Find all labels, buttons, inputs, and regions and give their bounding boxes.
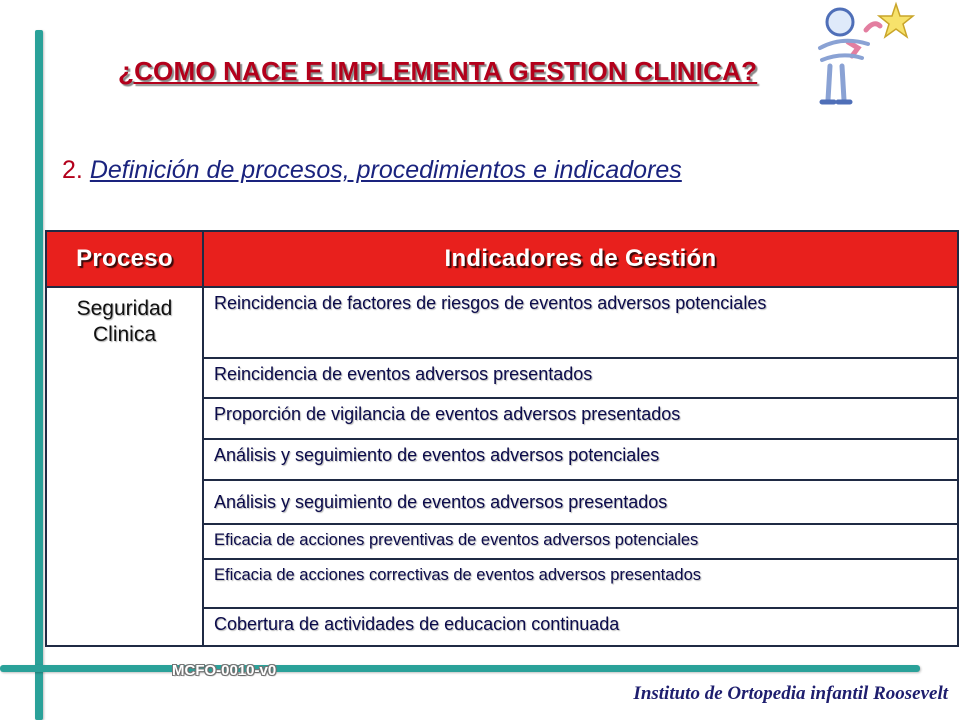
document-code: MCFO-0010-v0 xyxy=(172,662,277,679)
indicator-cell: Eficacia de acciones preventivas de eventos adversos potenciales xyxy=(203,524,958,559)
indicator-cell: Reincidencia de factores de riesgos de eventos adversos potenciales xyxy=(203,287,958,358)
process-name-cell xyxy=(46,287,203,646)
section-number: 2. xyxy=(62,156,83,184)
vertical-accent-bar xyxy=(35,30,43,720)
indicators-table xyxy=(45,230,959,647)
table-header-row xyxy=(46,231,958,287)
section-subtitle xyxy=(62,156,682,185)
institute-name: Instituto de Ortopedia infantil Roosevelt xyxy=(633,683,948,704)
header-indicators: Indicadores de Gestión xyxy=(203,231,958,287)
indicator-cell: Análisis y seguimiento de eventos adversos potenciales xyxy=(203,439,958,480)
horizontal-accent-bar xyxy=(0,665,920,672)
indicator-cell: Reincidencia de eventos adversos presentados xyxy=(203,358,958,398)
indicator-cell: Cobertura de actividades de educacion continuada xyxy=(203,608,958,646)
table-row xyxy=(46,287,958,358)
slide-title: ¿COMO NACE E IMPLEMENTA GESTION CLINICA? xyxy=(118,56,758,86)
institute-logo-icon xyxy=(808,0,920,112)
process-name-line2: Clinica xyxy=(92,323,157,346)
section-subtitle-text: Definición de procesos, procedimientos e indicadores xyxy=(89,156,682,184)
indicator-cell: Análisis y seguimiento de eventos adversos presentados xyxy=(203,480,958,524)
process-name-line1: Seguridad xyxy=(76,297,173,320)
indicator-cell: Eficacia de acciones correctivas de eventos adversos presentados xyxy=(203,559,958,608)
indicator-cell: Proporción de vigilancia de eventos adversos presentados xyxy=(203,398,958,439)
header-process: Proceso xyxy=(46,231,203,287)
